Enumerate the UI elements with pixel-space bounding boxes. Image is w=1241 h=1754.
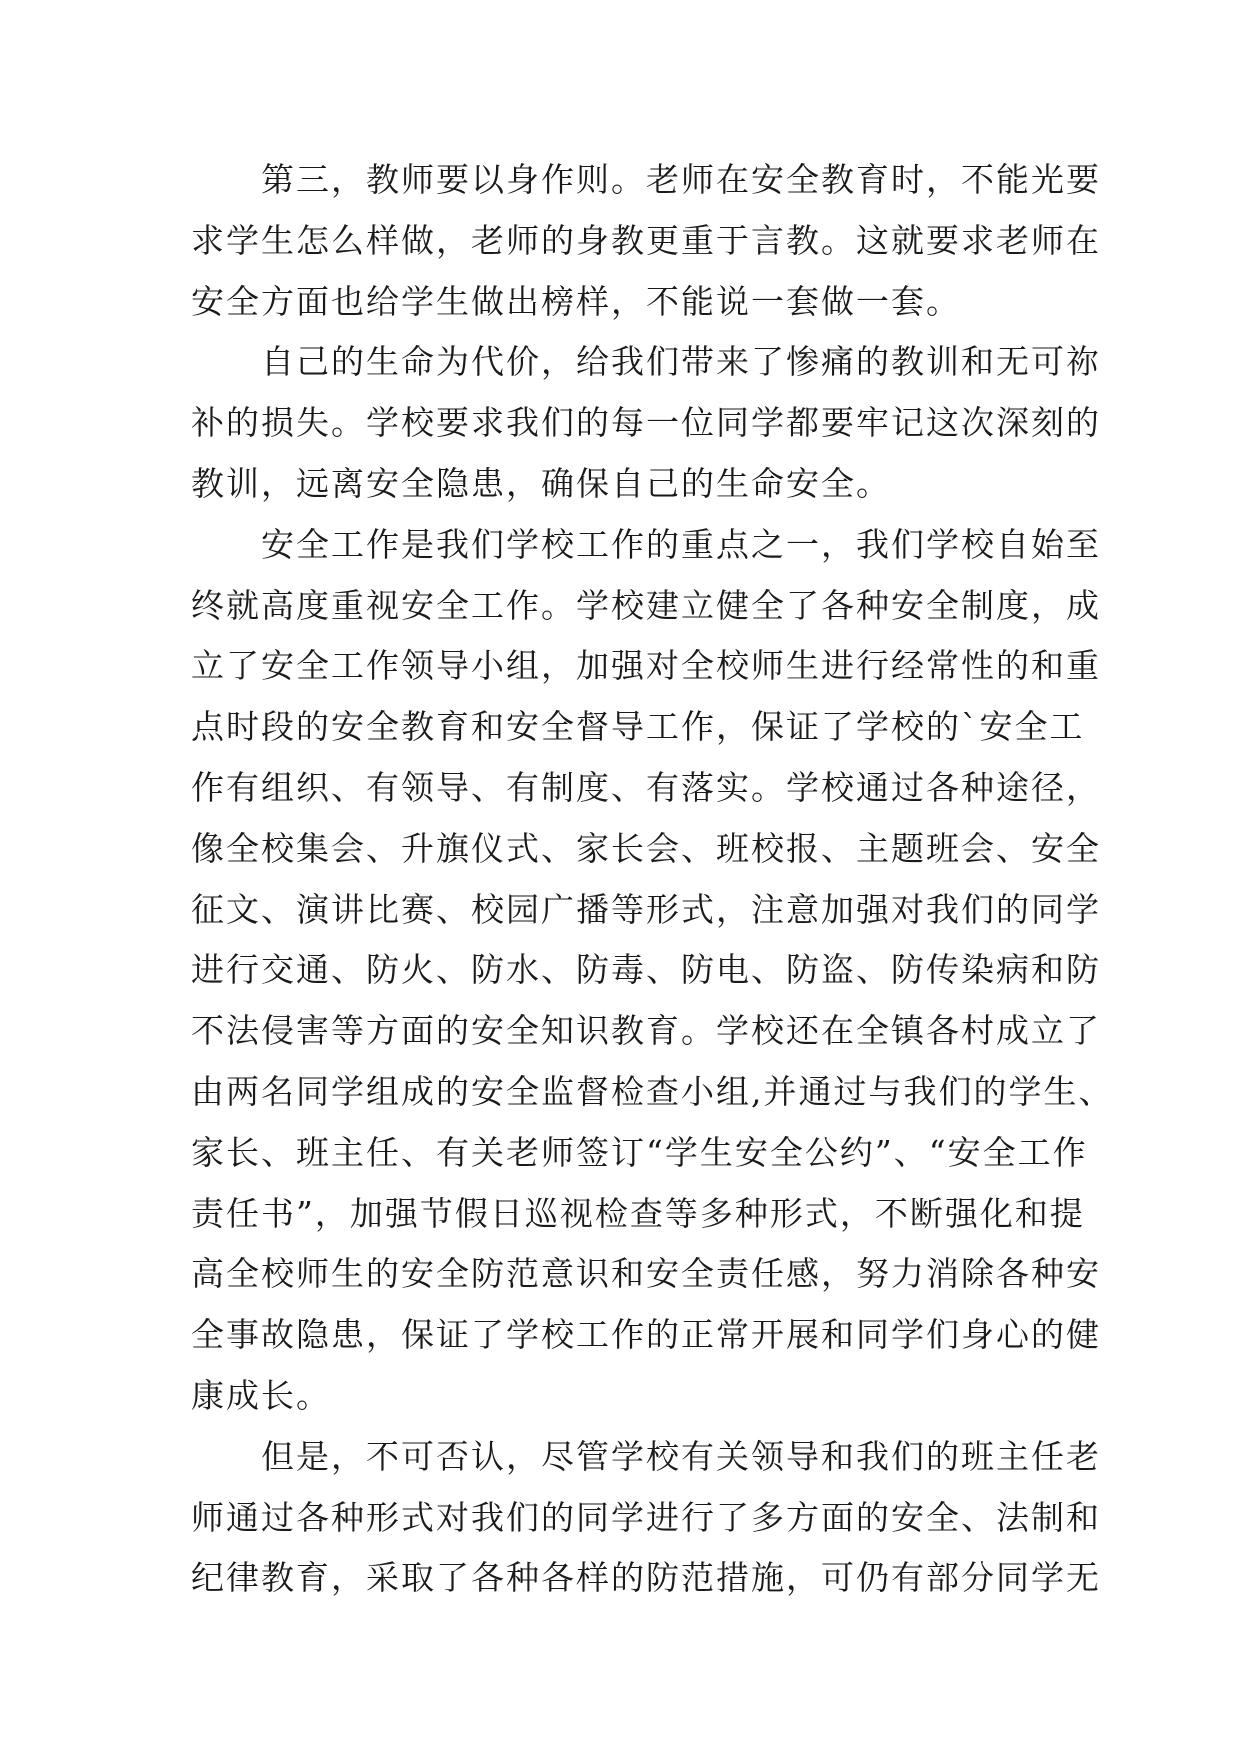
text-line: 点时段的安全教育和安全督导工作，保证了学校的`安全工 bbox=[191, 707, 1085, 747]
text-line: 求学生怎么样做，老师的身教更重于言教。这就要求老师在 bbox=[191, 220, 1101, 260]
text-line: 全事故隐患，保证了学校工作的正常开展和同学们身心的健 bbox=[191, 1315, 1101, 1355]
text-line: 作有组织、有领导、有制度、有落实。学校通过各种途径， bbox=[191, 767, 1101, 807]
text-line: 安全工作是我们学校工作的重点之一，我们学校自始至 bbox=[191, 524, 1101, 564]
text-line: 自己的生命为代价，给我们带来了惨痛的教训和无可祢 bbox=[191, 342, 1101, 382]
text-line: 补的损失。学校要求我们的每一位同学都要牢记这次深刻的 bbox=[191, 403, 1101, 443]
text-line: 立了安全工作领导小组，加强对全校师生进行经常性的和重 bbox=[191, 646, 1101, 686]
text-line: 师通过各种形式对我们的同学进行了多方面的安全、法制和 bbox=[191, 1497, 1101, 1537]
paragraph-2 bbox=[191, 332, 1101, 514]
paragraph-3 bbox=[191, 515, 1114, 1427]
text-line: 教训，远离安全隐患，确保自己的生命安全。 bbox=[191, 463, 891, 503]
text-line: 终就高度重视安全工作。学校建立健全了各种安全制度，成 bbox=[191, 585, 1101, 625]
paragraph-4 bbox=[191, 1427, 1101, 1609]
text-line: 但是，不可否认，尽管学校有关领导和我们的班主任老 bbox=[191, 1436, 1101, 1476]
text-line: 家长、班主任、有关老师签订“学生安全公约”、“安全工作 bbox=[191, 1132, 1088, 1172]
document-body bbox=[191, 150, 1114, 1609]
text-line: 征文、演讲比赛、校园广播等形式，注意加强对我们的同学 bbox=[191, 889, 1101, 929]
text-line: 纪律教育，采取了各种各样的防范措施，可仍有部分同学无 bbox=[191, 1558, 1101, 1598]
text-line: 不法侵害等方面的安全知识教育。学校还在全镇各村成立了 bbox=[191, 1011, 1101, 1051]
text-line: 像全校集会、升旗仪式、家长会、班校报、主题班会、安全 bbox=[191, 828, 1101, 868]
text-line: 进行交通、防火、防水、防毒、防电、防盗、防传染病和防 bbox=[191, 950, 1101, 990]
text-line: 责任书”，加强节假日巡视检查等多种形式，不断强化和提 bbox=[191, 1193, 1085, 1233]
text-line: 第三，教师要以身作则。老师在安全教育时，不能光要 bbox=[191, 160, 1101, 199]
text-line: 由两名同学组成的安全监督检查小组,并通过与我们的学生、 bbox=[191, 1071, 1114, 1111]
text-line: 安全方面也给学生做出榜样，不能说一套做一套。 bbox=[191, 281, 961, 321]
paragraph-1 bbox=[191, 150, 1101, 332]
text-line: 康成长。 bbox=[191, 1375, 331, 1415]
text-line: 高全校师生的安全防范意识和安全责任感，努力消除各种安 bbox=[191, 1254, 1101, 1294]
